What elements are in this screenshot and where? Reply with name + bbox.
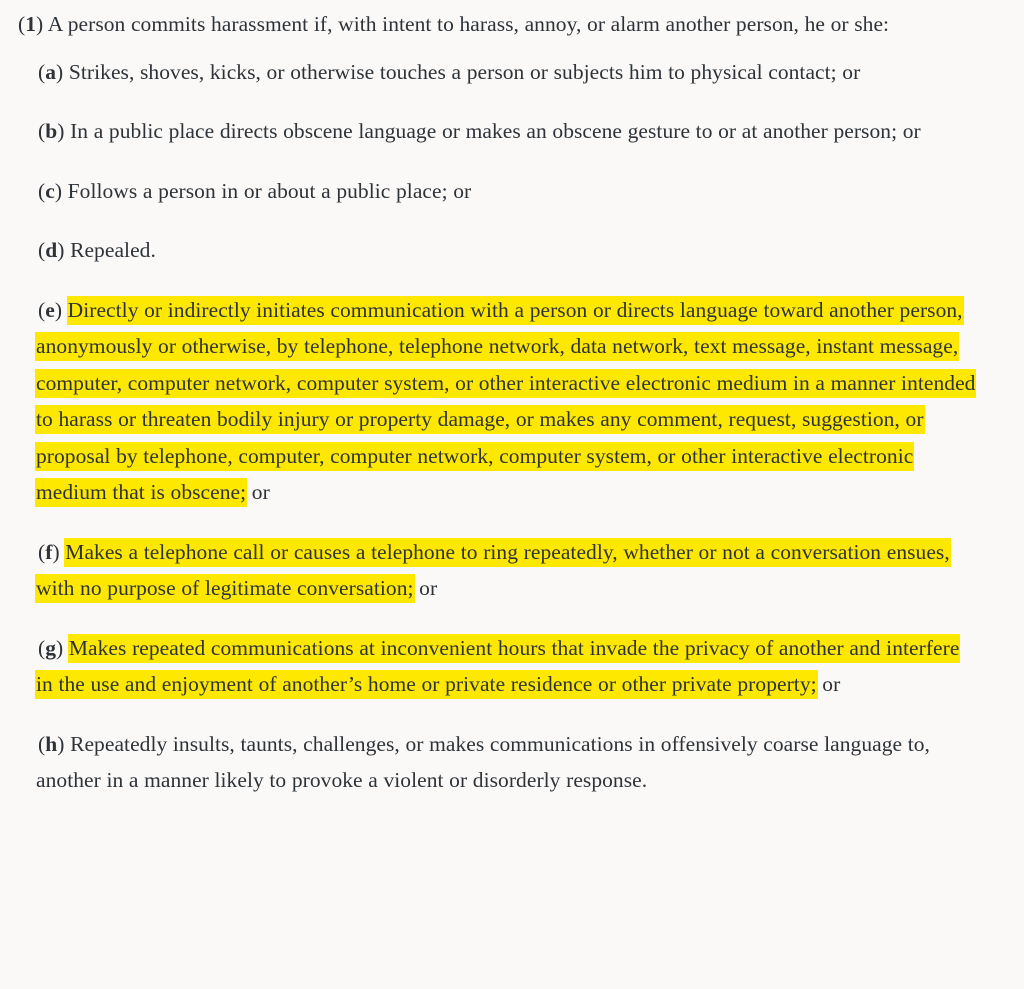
list-marker: (1) — [18, 12, 44, 36]
list-marker: (e) — [38, 297, 63, 322]
statute-paragraph-subsection-1 — [18, 6, 980, 43]
paragraph-text-trailing: or — [246, 480, 270, 504]
paragraph-text: In a public place directs obscene language or makes an obscene gesture to or at another person; or — [70, 119, 921, 143]
statute-paragraph-subsection-1-g — [18, 630, 980, 703]
list-marker: (c) — [38, 178, 63, 203]
list-marker: (b) — [38, 119, 65, 143]
paragraph-text-trailing: or — [816, 672, 841, 696]
paragraph-text-trailing: or — [413, 576, 438, 600]
statute-paragraph-subsection-1-e — [18, 292, 980, 511]
list-marker: (a) — [38, 59, 64, 84]
list-marker: (g) — [38, 635, 64, 660]
paragraph-text: Repealed. — [70, 238, 156, 262]
statute-paragraph-subsection-1-a — [18, 54, 980, 91]
list-marker: (f) — [38, 539, 60, 564]
statute-paragraph-subsection-1-f — [18, 534, 980, 607]
list-marker: (d) — [38, 238, 65, 262]
statute-paragraph-subsection-1-d — [18, 232, 980, 269]
highlighted-text: Directly or indirectly initiates communication with a person or directs language toward another person, anonymously or otherwise, by telephone, telephone network, data network, text message, instant message, computer, computer network, computer system, or other interactive electronic medium in a manner intended to harass or threaten bodily injury or property damage, or makes any comment, request, suggestion, or proposal by telephone, computer, computer network, computer system, or other interactive electronic medium that is obscene; — [36, 297, 976, 504]
paragraph-text: Follows a person in or about a public place; or — [67, 178, 472, 203]
paragraph-text: Strikes, shoves, kicks, or otherwise touches a person or subjects him to physical contact; or — [68, 59, 861, 84]
paragraph-text: Repeatedly insults, taunts, challenges, or makes communications in offensively coarse language to, another in a manner likely to provoke a violent or disorderly response. — [36, 731, 930, 792]
paragraph-text: A person commits harassment if, with intent to harass, annoy, or alarm another person, he or she: — [47, 12, 890, 36]
statute-paragraph-subsection-1-b — [18, 113, 980, 150]
statute-paragraph-subsection-1-c — [18, 173, 980, 210]
highlighted-text: Makes a telephone call or causes a telephone to ring repeatedly, whether or not a conversation ensues, with no purpose of legitimate conversation; — [36, 539, 950, 600]
list-marker: (h) — [38, 731, 65, 756]
statute-paragraph-subsection-1-h — [18, 726, 980, 799]
highlighted-text: Makes repeated communications at inconvenient hours that invade the privacy of another and interfere in the use and enjoyment of another’s home or private residence or other private property; — [36, 635, 960, 696]
